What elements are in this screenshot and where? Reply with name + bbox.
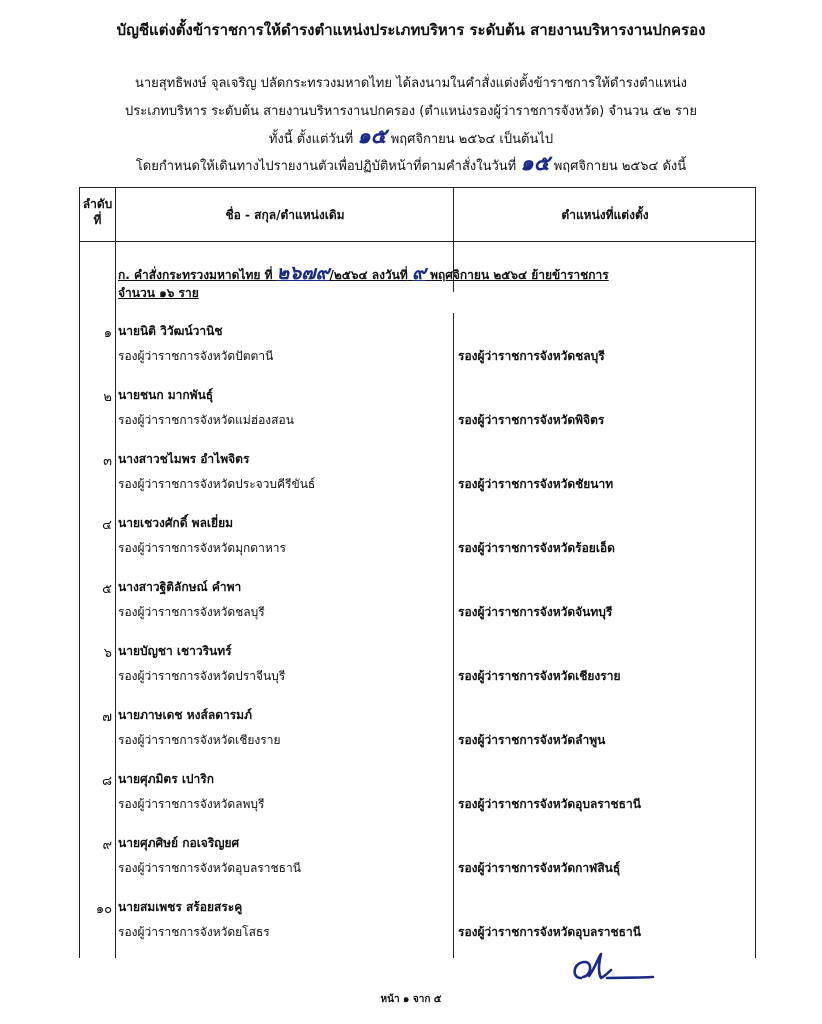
old-position: รองผู้ว่าราชการจังหวัดมุกดาหาร bbox=[118, 541, 286, 555]
person-name: นายเชวงศักดิ์ พลเยี่ยม bbox=[118, 516, 234, 530]
new-position: รองผู้ว่าราชการจังหวัดกาฬสินธุ์ bbox=[458, 861, 621, 875]
new-position: รองผู้ว่าราชการจังหวัดร้อยเอ็ด bbox=[458, 541, 615, 555]
intro-line-3-post: พฤศจิกายน ๒๕๖๔ เป็นต้นไป bbox=[390, 132, 554, 147]
new-position: รองผู้ว่าราชการจังหวัดอุบลราชธานี bbox=[458, 925, 641, 939]
person-name: นายภาษเดช หงส์ลดารมภ์ bbox=[118, 708, 252, 722]
intro-line-2: ประเภทบริหาร ระดับต้น สายงานบริหารงานปกครอง (ตำแหน่งรองผู้ว่าราชการจังหวัด) จำนวน ๕๒ ราย bbox=[125, 104, 697, 119]
table-header bbox=[80, 188, 755, 242]
table-row bbox=[80, 320, 755, 380]
page-title: บัญชีแต่งตั้งข้าราชการให้ดำรงตำแหน่งประเภทบริหาร ระดับต้น สายงานบริหารงานปกครอง bbox=[116, 21, 706, 39]
table-row bbox=[80, 832, 755, 892]
command-suffix: พฤศจิกายน ๒๕๖๔ ย้ายข้าราชการ bbox=[430, 268, 609, 282]
person-name: นายศุภมิตร เปาริก bbox=[118, 772, 214, 786]
table-row bbox=[80, 448, 755, 508]
row-number: ๖ bbox=[103, 646, 112, 661]
row-number: ๔ bbox=[102, 518, 112, 533]
handwritten-day: ๑๕ bbox=[520, 151, 550, 175]
row-number: ๕ bbox=[102, 582, 112, 597]
row-number: ๒ bbox=[103, 390, 112, 405]
old-position: รองผู้ว่าราชการจังหวัดอุบลราชธานี bbox=[118, 861, 301, 875]
row-number: ๓ bbox=[103, 454, 112, 469]
old-position: รองผู้ว่าราชการจังหวัดลพบุรี bbox=[118, 797, 265, 811]
handwritten-command-number: ๒๖๗๙ bbox=[276, 262, 330, 284]
command-prefix: ก. คำสั่งกระทรวงมหาดไทย ที่ bbox=[118, 268, 273, 282]
intro-line-1: นายสุทธิพงษ์ จุลเจริญ ปลัดกระทรวงมหาดไทย ได้ลงนามในคำสั่งแต่งตั้งข้าราชการให้ดำรงตำแหน่ง bbox=[134, 76, 687, 91]
person-name: นายสมเพชร สร้อยสระคู bbox=[118, 900, 243, 914]
intro-line-4 bbox=[0, 147, 822, 180]
new-position: รองผู้ว่าราชการจังหวัดเชียงราย bbox=[458, 669, 621, 683]
intro-line-4-pre: โดยกำหนดให้เดินทางไปรายงานตัวเพื่อปฏิบัติหน้าที่ตามคำสั่งในวันที่ bbox=[135, 159, 517, 174]
new-position: รองผู้ว่าราชการจังหวัดพิจิตร bbox=[458, 413, 605, 427]
table-row bbox=[80, 768, 755, 828]
table-row bbox=[80, 576, 755, 636]
old-position: รองผู้ว่าราชการจังหวัดชลบุรี bbox=[118, 605, 265, 619]
old-position: รองผู้ว่าราชการจังหวัดประจวบคีรีขันธ์ bbox=[118, 477, 316, 491]
table-row bbox=[80, 704, 755, 764]
signature-image bbox=[565, 948, 655, 988]
header-order: ลำดับ ที่ bbox=[82, 197, 113, 227]
old-position: รองผู้ว่าราชการจังหวัดยโสธร bbox=[118, 925, 270, 939]
person-name: นายนิติ วิวัฒน์วานิช bbox=[118, 324, 223, 338]
header-new-position: ตำแหน่งที่แต่งตั้ง bbox=[561, 208, 649, 222]
old-position: รองผู้ว่าราชการจังหวัดเชียงราย bbox=[118, 733, 281, 747]
handwritten-command-day: ๙ bbox=[411, 262, 426, 284]
new-position: รองผู้ว่าราชการจังหวัดจันทบุรี bbox=[458, 605, 613, 619]
old-position: รองผู้ว่าราชการจังหวัดแม่ฮ่องสอน bbox=[118, 413, 294, 427]
table-row bbox=[80, 384, 755, 444]
person-name: นายบัญชา เชาวรินทร์ bbox=[118, 644, 232, 658]
table-row bbox=[80, 896, 755, 956]
old-position: รองผู้ว่าราชการจังหวัดปราจีนบุรี bbox=[118, 669, 286, 683]
appointment-table bbox=[79, 187, 756, 958]
page-number: หน้า ๑ จาก ๕ bbox=[380, 994, 442, 1005]
row-number: ๗ bbox=[102, 710, 112, 725]
row-number: ๘ bbox=[101, 774, 112, 789]
person-name: นางสาวชไมพร อำไพจิตร bbox=[118, 452, 250, 466]
old-position: รองผู้ว่าราชการจังหวัดปัตตานี bbox=[118, 349, 274, 363]
person-name: นายชนก มากพันธุ์ bbox=[118, 388, 214, 402]
person-name: นางสาวฐิติลักษณ์ คำพา bbox=[118, 580, 242, 594]
row-number: ๑๐ bbox=[95, 902, 112, 917]
header-name: ชื่อ - สกุล/ตำแหน่งเดิม bbox=[225, 208, 345, 222]
new-position: รองผู้ว่าราชการจังหวัดอุบลราชธานี bbox=[458, 797, 641, 811]
row-number: ๑ bbox=[103, 326, 112, 341]
intro-line-3-pre: ทั้งนี้ ตั้งแต่วันที่ bbox=[268, 132, 354, 147]
person-name: นายศุภศิษย์ กอเจริญยศ bbox=[118, 836, 240, 850]
new-position: รองผู้ว่าราชการจังหวัดลำพูน bbox=[458, 733, 606, 747]
handwritten-day: ๑๕ bbox=[357, 124, 387, 148]
command-count: จำนวน ๑๖ ราย bbox=[118, 286, 199, 300]
new-position: รองผู้ว่าราชการจังหวัดชัยนาท bbox=[458, 477, 614, 491]
intro-line-4-post: พฤศจิกายน ๒๕๖๔ ดังนี้ bbox=[553, 159, 687, 174]
command-mid: /๒๕๖๔ ลงวันที่ bbox=[329, 268, 408, 282]
table-row bbox=[80, 512, 755, 572]
table-row bbox=[80, 640, 755, 700]
new-position: รองผู้ว่าราชการจังหวัดชลบุรี bbox=[458, 349, 605, 363]
row-number: ๙ bbox=[102, 838, 112, 853]
